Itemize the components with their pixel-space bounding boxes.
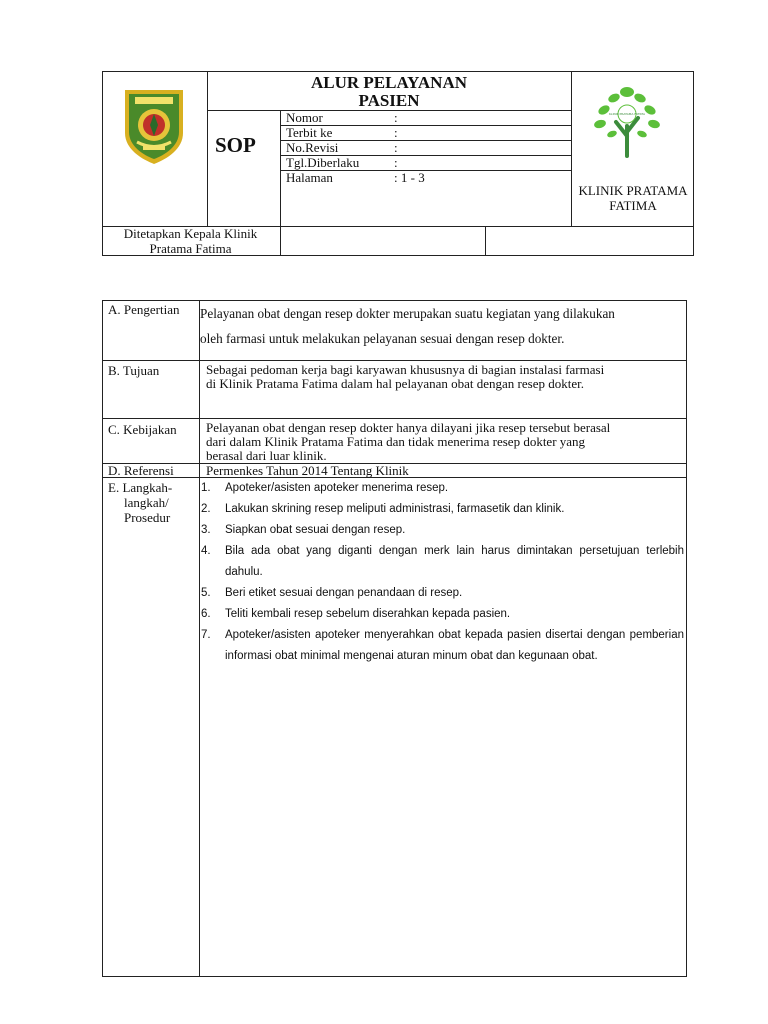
step-text: Apoteker/asisten apoteker menerima resep.	[225, 482, 449, 494]
meta-label-nomor: Nomor	[286, 110, 323, 125]
list-item	[200, 520, 686, 541]
section-label-kebijakan: C. Kebijakan	[108, 422, 177, 437]
clinic-tree-logo	[592, 84, 662, 158]
tujuan-line1: Sebagai pedoman kerja bagi karyawan khususnya di bagian instalasi farmasi	[206, 362, 605, 377]
step-number: 4.	[201, 545, 211, 557]
meta-value-nomor: :	[394, 110, 398, 125]
kebijakan-line1: Pelayanan obat dengan resep dokter hanya dilayani jika resep tersebut berasal	[206, 420, 611, 435]
pengertian-line2: oleh farmasi untuk melakukan pelayanan sesuai dengan resep dokter.	[200, 331, 565, 346]
procedure-steps	[200, 478, 686, 667]
list-item	[200, 478, 686, 499]
meta-label-halaman: Halaman	[286, 170, 333, 185]
step-text: Beri etiket sesuai dengan penandaan di resep.	[225, 587, 463, 599]
pengertian-line1: Pelayanan obat dengan resep dokter merupakan suatu kegiatan yang dilakukan	[200, 306, 615, 321]
referensi-text: Permenkes Tahun 2014 Tentang Klinik	[206, 463, 409, 478]
regency-crest-logo	[121, 87, 187, 165]
step-number: 6.	[201, 608, 211, 620]
meta-value-tgl: :	[394, 155, 398, 170]
kebijakan-line3: berasal dari luar klinik.	[206, 448, 327, 463]
section-label-referensi: D. Referensi	[108, 463, 174, 478]
step-text: Apoteker/asisten apoteker menyerahkan obat kepada pasien disertai dengan pemberian informasi obat minimal mengenai aturan minum obat dan kegunaan obat.	[225, 629, 684, 662]
list-item	[200, 541, 686, 583]
step-text: Bila ada obat yang diganti dengan merk lain harus dimintakan persetujuan terlebih dahulu.	[225, 545, 684, 578]
meta-value-revisi: :	[394, 140, 398, 155]
clinic-name: KLINIK PRATAMA FATIMA	[578, 183, 688, 213]
step-text: Lakukan skrining resep meliputi administrasi, farmasetik dan klinik.	[225, 503, 565, 515]
step-number: 7.	[201, 629, 211, 641]
step-text: Siapkan obat sesuai dengan resep.	[225, 524, 406, 536]
document-title-line1: ALUR PELAYANAN	[310, 73, 468, 92]
list-item	[200, 499, 686, 520]
step-number: 1.	[201, 482, 211, 494]
tujuan-line2: di Klinik Pratama Fatima dalam hal pelayanan obat dengan resep dokter.	[206, 376, 584, 391]
step-number: 3.	[201, 524, 211, 536]
list-item	[200, 604, 686, 625]
step-text: Teliti kembali resep sebelum diserahkan kepada pasien.	[225, 608, 511, 620]
section-label-langkah-1: E. Langkah-	[108, 480, 173, 495]
section-label-langkah-3: Prosedur	[124, 510, 171, 525]
established-by: Ditetapkan Kepala Klinik Pratama Fatima	[123, 226, 258, 256]
section-label-pengertian: A. Pengertian	[108, 302, 180, 317]
step-number: 2.	[201, 503, 211, 515]
meta-label-revisi: No.Revisi	[286, 140, 339, 155]
list-item	[200, 583, 686, 604]
kebijakan-line2: dari dalam Klinik Pratama Fatima dan tidak menerima resep dokter yang	[206, 434, 586, 449]
list-item	[200, 625, 686, 667]
meta-label-terbit: Terbit ke	[286, 125, 333, 140]
meta-value-terbit: :	[394, 125, 398, 140]
section-label-langkah-2: langkah/	[124, 495, 169, 510]
section-label-tujuan: B. Tujuan	[108, 363, 160, 378]
clinic-logo-text: KLINIK PRATAMA FATIMA	[608, 112, 646, 116]
meta-value-halaman: : 1 - 3	[394, 170, 425, 185]
step-number: 5.	[201, 587, 211, 599]
document-title-line2: PASIEN	[358, 91, 420, 110]
sop-label: SOP	[215, 133, 256, 157]
meta-label-tgl: Tgl.Diberlaku	[286, 155, 360, 170]
